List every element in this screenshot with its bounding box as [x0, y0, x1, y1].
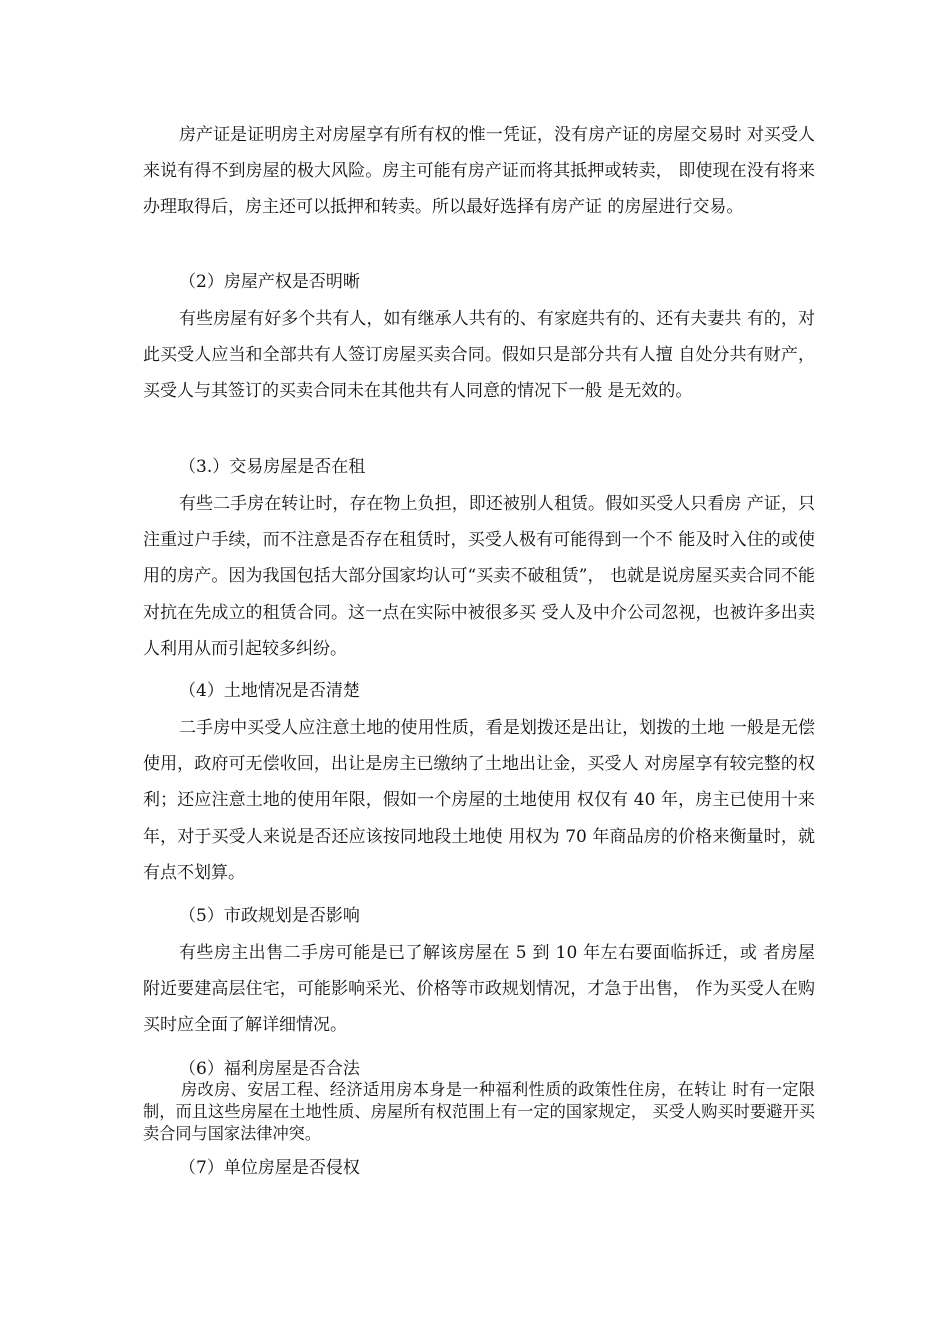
- heading-welfare-housing: （6）福利房屋是否合法: [179, 1059, 360, 1079]
- paragraph-welfare-housing: 房改房、安居工程、经济适用房本身是一种福利性质的政策性住房，在转让 时有一定限制，而且这些房屋在土地性质、房屋所有权范围上有一定的国家规定， 买受人购买时要避开买卖合同与国家法律冲突。: [143, 1080, 815, 1143]
- paragraph-lease: 有些二手房在转让时，存在物上负担，即还被别人租赁。假如买受人只看房 产证，只注重过户手续，而不注意是否存在租赁时，买受人极有可能得到一个不 能及时入住的或使用的房产。因为我国包括大部分国家均认可“买卖不破租赁”， 也就是说房屋买卖合同不能对抗在先成立的租赁合同。这一点在实际中被很多买 受人及中介公司忽视，也被许多出卖人利用从而引起较多纠纷。: [143, 494, 815, 659]
- paragraph-land-use: 二手房中买受人应注意土地的使用性质，看是划拨还是出让，划拨的土地 一般是无偿使用，政府可无偿收回，出让是房主已缴纳了土地出让金，买受人 对房屋享有较完整的权利；还应注意土地的使用年限，假如一个房屋的土地使用 权仅有 40 年，房主已使用十来年，对于买受人来说是否还应该按同地段土地使 用权为 70 年商品房的价格来衡量时，就有点不划算。: [143, 718, 815, 883]
- paragraph-property-certificate: 房产证是证明房主对房屋享有所有权的惟一凭证，没有房产证的房屋交易时 对买受人来说有得不到房屋的极大风险。房主可能有房产证而将其抵押或转卖， 即使现在没有将来办理取得后，房主还可以抵押和转卖。所以最好选择有房产证 的房屋进行交易。: [143, 125, 815, 218]
- heading-municipal-planning: （5）市政规划是否影响: [179, 906, 360, 926]
- heading-lease-status: （3.）交易房屋是否在租: [179, 457, 366, 477]
- heading-land-status: （4）土地情况是否清楚: [179, 681, 360, 701]
- heading-ownership-clarity: （2）房屋产权是否明晰: [179, 272, 360, 292]
- heading-unit-housing: （7）单位房屋是否侵权: [179, 1158, 360, 1178]
- paragraph-municipal-planning: 有些房主出售二手房可能是已了解该房屋在 5 到 10 年左右要面临拆迁，或 者房屋附近要建高层住宅，可能影响采光、价格等市政规划情况，才急于出售， 作为买受人在购买时应全面了解详细情况。: [143, 943, 815, 1036]
- paragraph-co-owners: 有些房屋有好多个共有人，如有继承人共有的、有家庭共有的、还有夫妻共 有的，对此买受人应当和全部共有人签订房屋买卖合同。假如只是部分共有人擅 自处分共有财产，买受人与其签订的买卖合同未在其他共有人同意的情况下一般 是无效的。: [143, 309, 815, 402]
